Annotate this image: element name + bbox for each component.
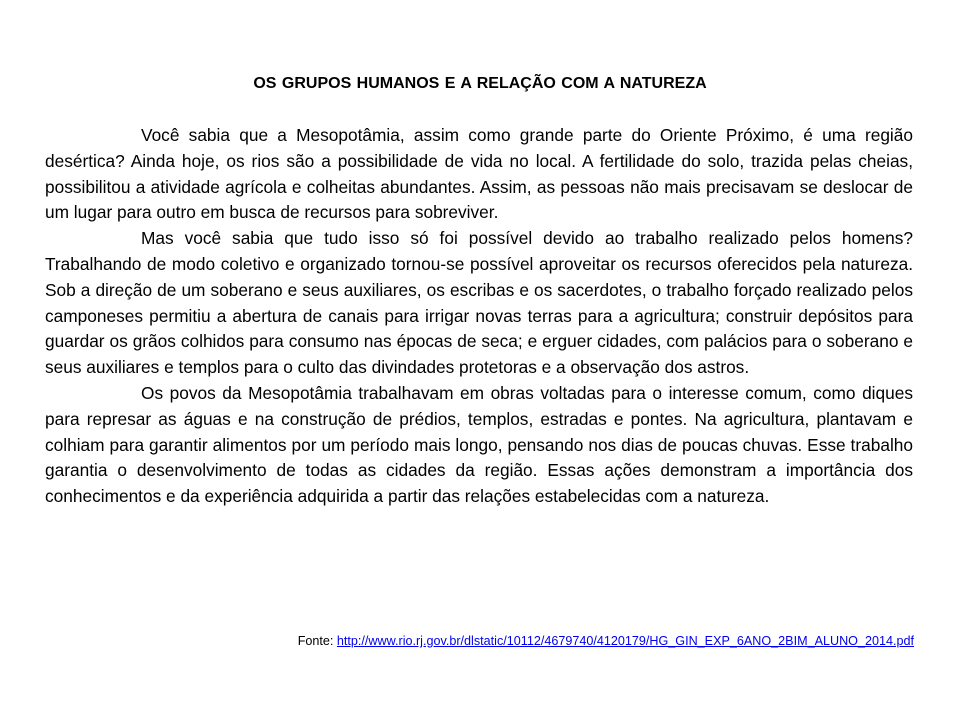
source-link[interactable]: http://www.rio.rj.gov.br/dlstatic/10112/4679740/4120179/HG_GIN_EXP_6ANO_2BIM_ALUNO_2014.pdf — [336, 634, 914, 648]
paragraph-1: Você sabia que a Mesopotâmia, assim como grande parte do Oriente Próximo, é uma região desértica? Ainda hoje, os rios são a possibilidade de vida no local. A fertilidade do solo, trazida pelas cheias, possibilitou a atividade agrícola e colheitas abundantes. Assim, as pessoas não mais precisavam se deslocar de um lugar para outro em busca de recursos para sobreviver. — [45, 125, 913, 223]
paragraph-2: Mas você sabia que tudo isso só foi possível devido ao trabalho realizado pelos homens? Trabalhando de modo coletivo e organizado tornou-se possível aproveitar os recursos oferecidos pela natureza. Sob a direção de um soberano e seus auxiliares, os escribas e os sacerdotes, o trabalho forçado realizado pelos camponeses permitiu a abertura de canais para irrigar novas terras para a agricultura; construir depósitos para guardar os grãos colhidos para consumo nas épocas de seca; e erguer cidades, com palácios para o soberano e seus auxiliares e templos para o culto das divindades protetoras e a observação dos astros. — [45, 228, 913, 378]
source-label: Fonte: — [297, 634, 337, 648]
source-citation — [0, 632, 914, 650]
document-body — [45, 123, 913, 510]
document-title: OS GRUPOS HUMANOS E A RELAÇÃO COM A NATUREZA — [253, 75, 707, 92]
paragraph-3: Os povos da Mesopotâmia trabalhavam em obras voltadas para o interesse comum, como diques para represar as águas e na construção de prédios, templos, estradas e pontes. Na agricultura, plantavam e colhiam para garantir alimentos por um período mais longo, pensando nos dias de poucas chuvas. Esse trabalho garantia o desenvolvimento de todas as cidades da região. Essas ações demonstram a importância dos conhecimentos e da experiência adquirida a partir das relações estabelecidas com a natureza. — [45, 382, 913, 507]
